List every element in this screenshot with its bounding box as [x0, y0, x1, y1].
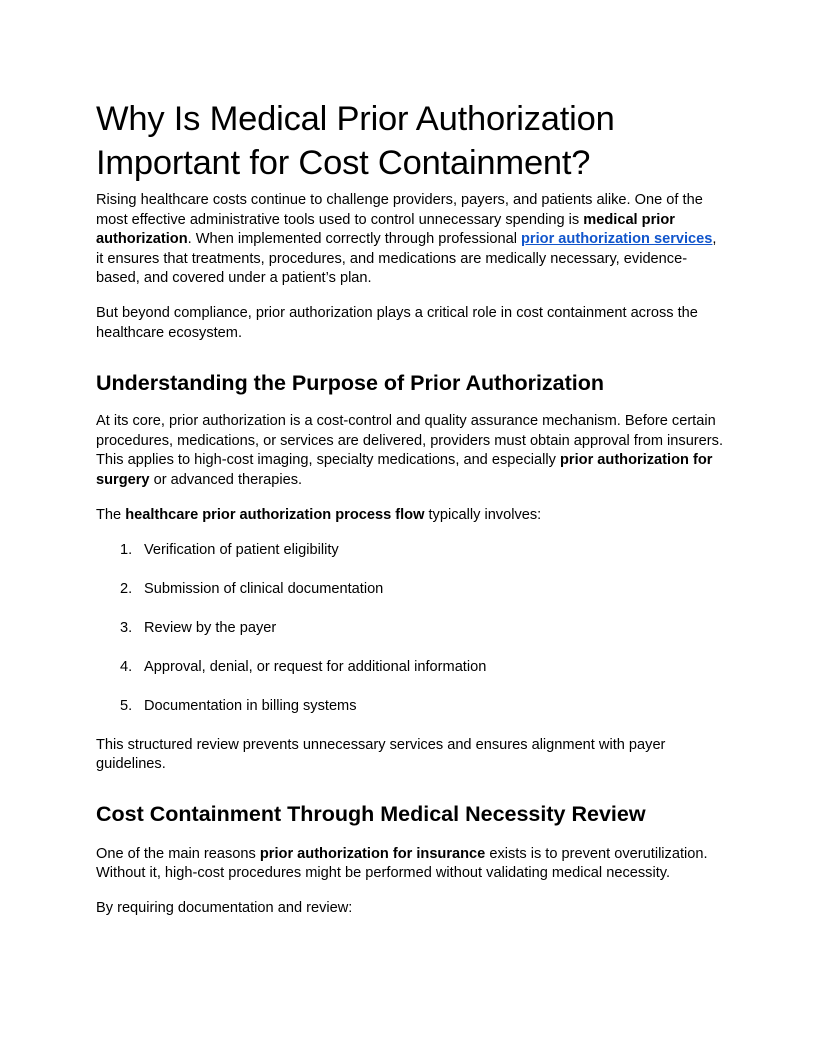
list-item-number: 1. — [120, 542, 133, 559]
list-item-number: 2. — [120, 581, 133, 598]
process-steps-list — [96, 541, 726, 716]
list-item — [96, 580, 726, 600]
list-item — [96, 697, 726, 717]
intro-paragraph — [96, 191, 726, 289]
process-flow-paragraph — [96, 506, 726, 526]
process-flow-bold-term: healthcare prior authorization process flow — [125, 506, 425, 523]
list-item-text: Submission of clinical documentation — [144, 581, 384, 598]
intro-text-2: . When implemented correctly through professional — [187, 231, 522, 248]
purpose-text-2: or advanced therapies. — [149, 471, 303, 488]
section-heading-purpose: Understanding the Purpose of Prior Authorization — [96, 371, 605, 396]
documentation-paragraph: By requiring documentation and review: — [96, 899, 353, 916]
list-item-number: 3. — [120, 619, 133, 636]
intro-text-3: , it ensures that treatments, procedures, and medications are medically necessary, evidence-based, and covered under a patient’s plan. — [96, 231, 717, 287]
necessity-bold-term: prior authorization for insurance — [259, 845, 486, 862]
compliance-paragraph: But beyond compliance, prior authorization plays a critical role in cost containment across the healthcare ecosystem. — [96, 304, 698, 341]
purpose-bold-term: prior authorization for surgery — [96, 452, 713, 488]
list-item-text: Review by the payer — [144, 619, 277, 636]
list-item-text: Documentation in billing systems — [144, 697, 357, 714]
purpose-paragraph — [96, 412, 726, 490]
list-item-text: Verification of patient eligibility — [144, 542, 339, 559]
purpose-text-1: At its core, prior authorization is a cost-control and quality assurance mechanism. Before certain procedures, medications, or services are delivered, providers must obtain approval from insurers. This applies to high-cost imaging, specialty medications, and especially — [96, 413, 723, 469]
structured-review-paragraph: This structured review prevents unnecessary services and ensures alignment with payer guidelines. — [96, 736, 666, 773]
intro-text-1: Rising healthcare costs continue to challenge providers, payers, and patients alike. One of the most effective administrative tools used to control unnecessary spending is — [96, 192, 703, 228]
necessity-text-2: exists is to prevent overutilization. Without it, high-cost procedures might be performed without validating medical necessity. — [96, 845, 708, 882]
process-flow-text-1: The — [96, 506, 126, 523]
section-heading-cost-containment: Cost Containment Through Medical Necessity Review — [96, 801, 646, 826]
list-item-number: 4. — [120, 658, 133, 675]
list-item — [96, 658, 726, 678]
list-item — [96, 619, 726, 639]
list-item — [96, 541, 726, 561]
list-item-number: 5. — [120, 697, 133, 714]
necessity-paragraph — [96, 845, 726, 884]
document-page — [96, 97, 726, 919]
process-flow-text-2: typically involves: — [424, 506, 542, 523]
intro-bold-term: medical prior authorization — [96, 211, 675, 248]
page-title: Why Is Medical Prior Authorization Important for Cost Containment? — [96, 100, 615, 182]
necessity-text-1: One of the main reasons — [96, 845, 260, 862]
list-item-text: Approval, denial, or request for additional information — [144, 658, 487, 675]
prior-authorization-services-link[interactable]: prior authorization services — [521, 231, 713, 248]
